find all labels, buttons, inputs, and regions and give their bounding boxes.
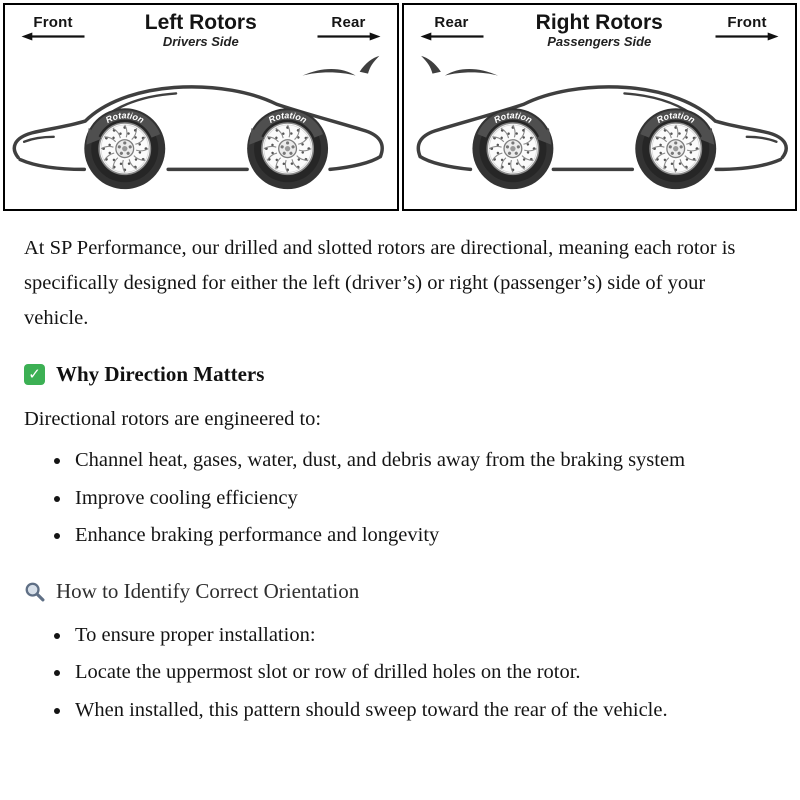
list-item: • Locate the uppermost slot or row of drilled holes on the rotor. (72, 655, 734, 689)
section-heading-why (24, 362, 776, 387)
arrow-right-icon (709, 32, 785, 41)
intro-paragraph: At SP Performance, our drilled and slotted rotors are directional, meaning each rotor is specifically designed for either the left (driver’s) or right (passenger’s) side of your vehicle. (24, 237, 736, 329)
front-direction-label (709, 14, 785, 41)
right-panel-subtitle: Passengers Side (547, 34, 652, 50)
arrow-left-icon (414, 32, 490, 41)
section-heading-identify (24, 579, 776, 604)
left-panel-subtitle: Drivers Side (162, 34, 239, 50)
magnifier-icon (24, 581, 45, 602)
rear-label-text: Rear (331, 14, 366, 31)
section-title-why: Why Direction Matters (56, 361, 265, 386)
rear-direction-label (311, 14, 387, 41)
car-illustration-right (404, 49, 796, 199)
article-body (0, 211, 800, 727)
right-panel-header (404, 5, 796, 49)
left-panel-header (5, 5, 397, 49)
identify-bullet-list (24, 618, 776, 727)
list-item: • Channel heat, gases, water, dust, and debris away from the braking system (72, 443, 734, 477)
car-illustration-left (5, 49, 397, 199)
right-panel-title: Right Rotors (535, 11, 663, 34)
why-lead-text: Directional rotors are engineered to: (24, 407, 322, 430)
why-bullet-list (24, 443, 776, 552)
section-title-identify: How to Identify Correct Orientation (56, 578, 360, 603)
rear-direction-label (414, 14, 490, 41)
list-item: • Enhance braking performance and longevity (72, 518, 734, 552)
front-label-text: Front (33, 14, 73, 31)
arrow-left-icon (15, 32, 91, 41)
front-direction-label (15, 14, 91, 41)
front-label-text: Front (727, 14, 767, 31)
arrow-right-icon (311, 32, 387, 41)
rear-label-text: Rear (434, 14, 469, 31)
check-icon: ✓ (24, 364, 45, 385)
right-panel-title-box (536, 12, 663, 49)
rotor-direction-diagram (0, 0, 800, 211)
list-item: • When installed, this pattern should sweep toward the rear of the vehicle. (72, 693, 734, 727)
right-rotors-panel (402, 3, 798, 211)
left-panel-title-box (145, 12, 257, 49)
left-rotors-panel (3, 3, 399, 211)
left-panel-title: Left Rotors (144, 11, 257, 34)
list-item: • Improve cooling efficiency (72, 481, 734, 515)
list-item: • To ensure proper installation: (72, 618, 734, 652)
